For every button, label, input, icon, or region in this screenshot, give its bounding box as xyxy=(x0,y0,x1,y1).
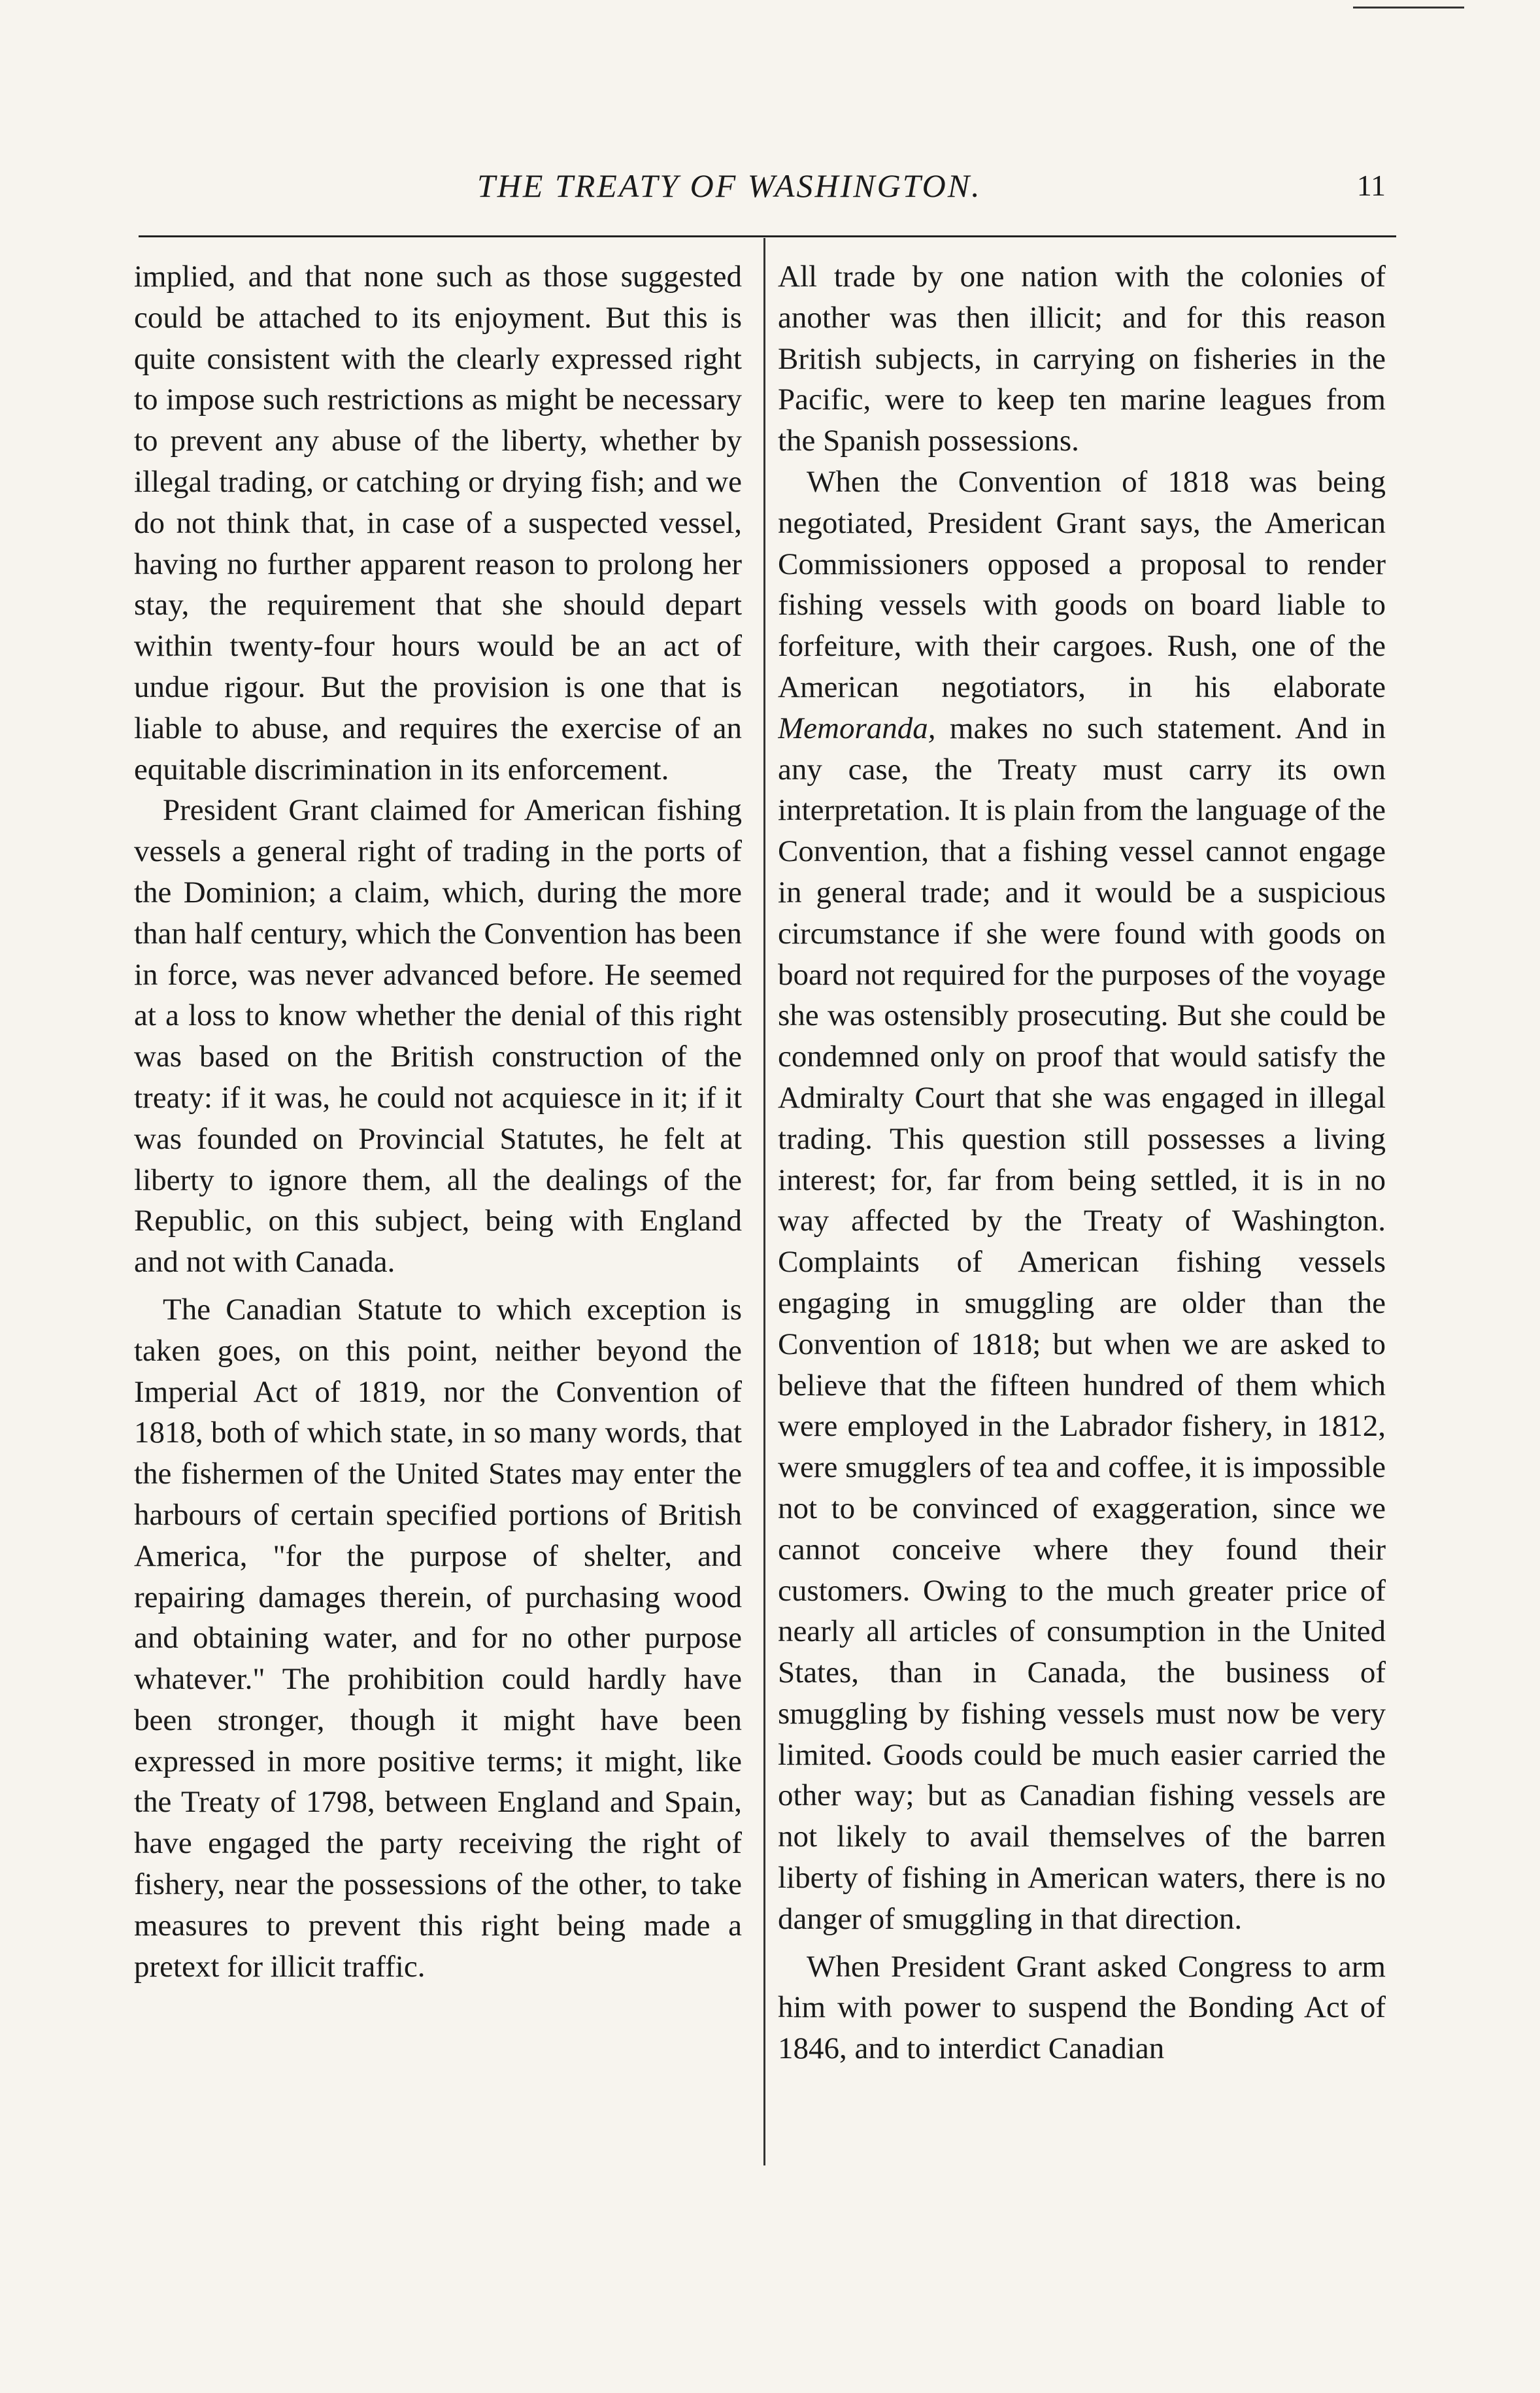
paragraph-text: When the Convention of 1818 was being negotiated, President Grant says, the American Commissioners opposed a proposal to render fishing vessels with goods on board liable to forfeiture, with their cargoes. Rush, one of the American negotiators, in his elaborate xyxy=(778,464,1386,704)
paragraph xyxy=(778,462,1386,1940)
paragraph: All trade by one nation with the colonies of another was then illicit; and for this reason British subjects, in carrying on fisheries in the Pacific, were to keep ten marine leagues from the Spanish possessions. xyxy=(778,260,1386,458)
page-number: 11 xyxy=(1356,169,1386,202)
right-column xyxy=(778,256,1386,2172)
corner-rule xyxy=(1353,7,1464,8)
paragraph-text: makes no such statement. And in any case, the Treaty must carry its own interpretation. It is plain from the language of the Convention, that a fishing vessel cannot engage in general trade; and it would be a suspicious circumstance if she were found with goods on board not required for the purposes of the voyage she was ostensibly prosecuting. But she could be condemned only on proof that would satisfy the Admiralty Court that she was engaged in illegal trading. This question still possesses a living interest; for, far from being settled, it is in no way affected by the Treaty of Washington. Complaints of American fishing vessels engaging in smuggling are older than the Convention of 1818; but when we are asked to believe that the fifteen hundred of them which were employed in the Labrador fishery, in 1812, were smugglers of tea and coffee, it is impossible not to be convinced of exaggeration, since we cannot conceive where they found their customers. Owing to the much greater price of nearly all articles of consumption in the United States, than in Canada, the business of smuggling by fishing vessels must now be very limited. Goods could be much easier carried the other way; but as Canadian fishing vessels are not likely to avail themselves of the barren liberty of fishing in American waters, there is no danger of smuggling in that direction. xyxy=(778,711,1386,1936)
running-head xyxy=(144,167,1386,219)
running-title: THE TREATY OF WASHINGTON. xyxy=(477,167,982,204)
paragraph: implied, and that none such as those suggested could be attached to its enjoyment. But this is quite consistent with the clearly expressed right to impose such restrictions as might be necessary to prevent any abuse of the liberty, whether by illegal trading, or catching or drying fish; and we do not think that, in case of a suspected vessel, having no further apparent reason to prolong her stay, the requirement that she should depart within twenty-four hours would be an act of undue rigour. But the provision is one that is liable to abuse, and requires the exercise of an equitable discrimination in its enforcement. xyxy=(134,260,742,787)
header-rule xyxy=(139,235,1396,237)
italic-title: Memoranda, xyxy=(778,711,936,745)
left-column xyxy=(134,256,742,2172)
paragraph: President Grant claimed for American fishing vessels a general right of trading in the ports of the Dominion; a claim, which, during the more than half century, which the Convention has been in force, was never advanced before. He seemed at a loss to know whether the denial of this right was based on the British construction of the treaty: if it was, he could not acquiesce in it; if it was founded on Provincial Statutes, he felt at liberty to ignore them, all the dealings of the Republic, on this subject, being with England and not with Canada. xyxy=(134,793,742,1280)
paragraph: The Canadian Statute to which exception is taken goes, on this point, neither beyond the Imperial Act of 1819, nor the Convention of 1818, both of which state, in so many words, that the fishermen of the United States may enter the harbours of certain specified portions of British America, "for the purpose of shelter, and repairing damages therein, of purchasing wood and obtaining water, and for no other purpose whatever." The prohibition could hardly have been stronger, though it might have been expressed in more positive terms; it might, like the Treaty of 1798, between England and Spain, have engaged the party receiving the right of fishery, near the possessions of the other, to take measures to prevent this right being made a pretext for illicit traffic. xyxy=(134,1292,742,1984)
column-divider xyxy=(763,238,765,2165)
paragraph: When President Grant asked Congress to arm him with power to suspend the Bonding Act of 1846, and to interdict Canadian xyxy=(778,1949,1386,2066)
